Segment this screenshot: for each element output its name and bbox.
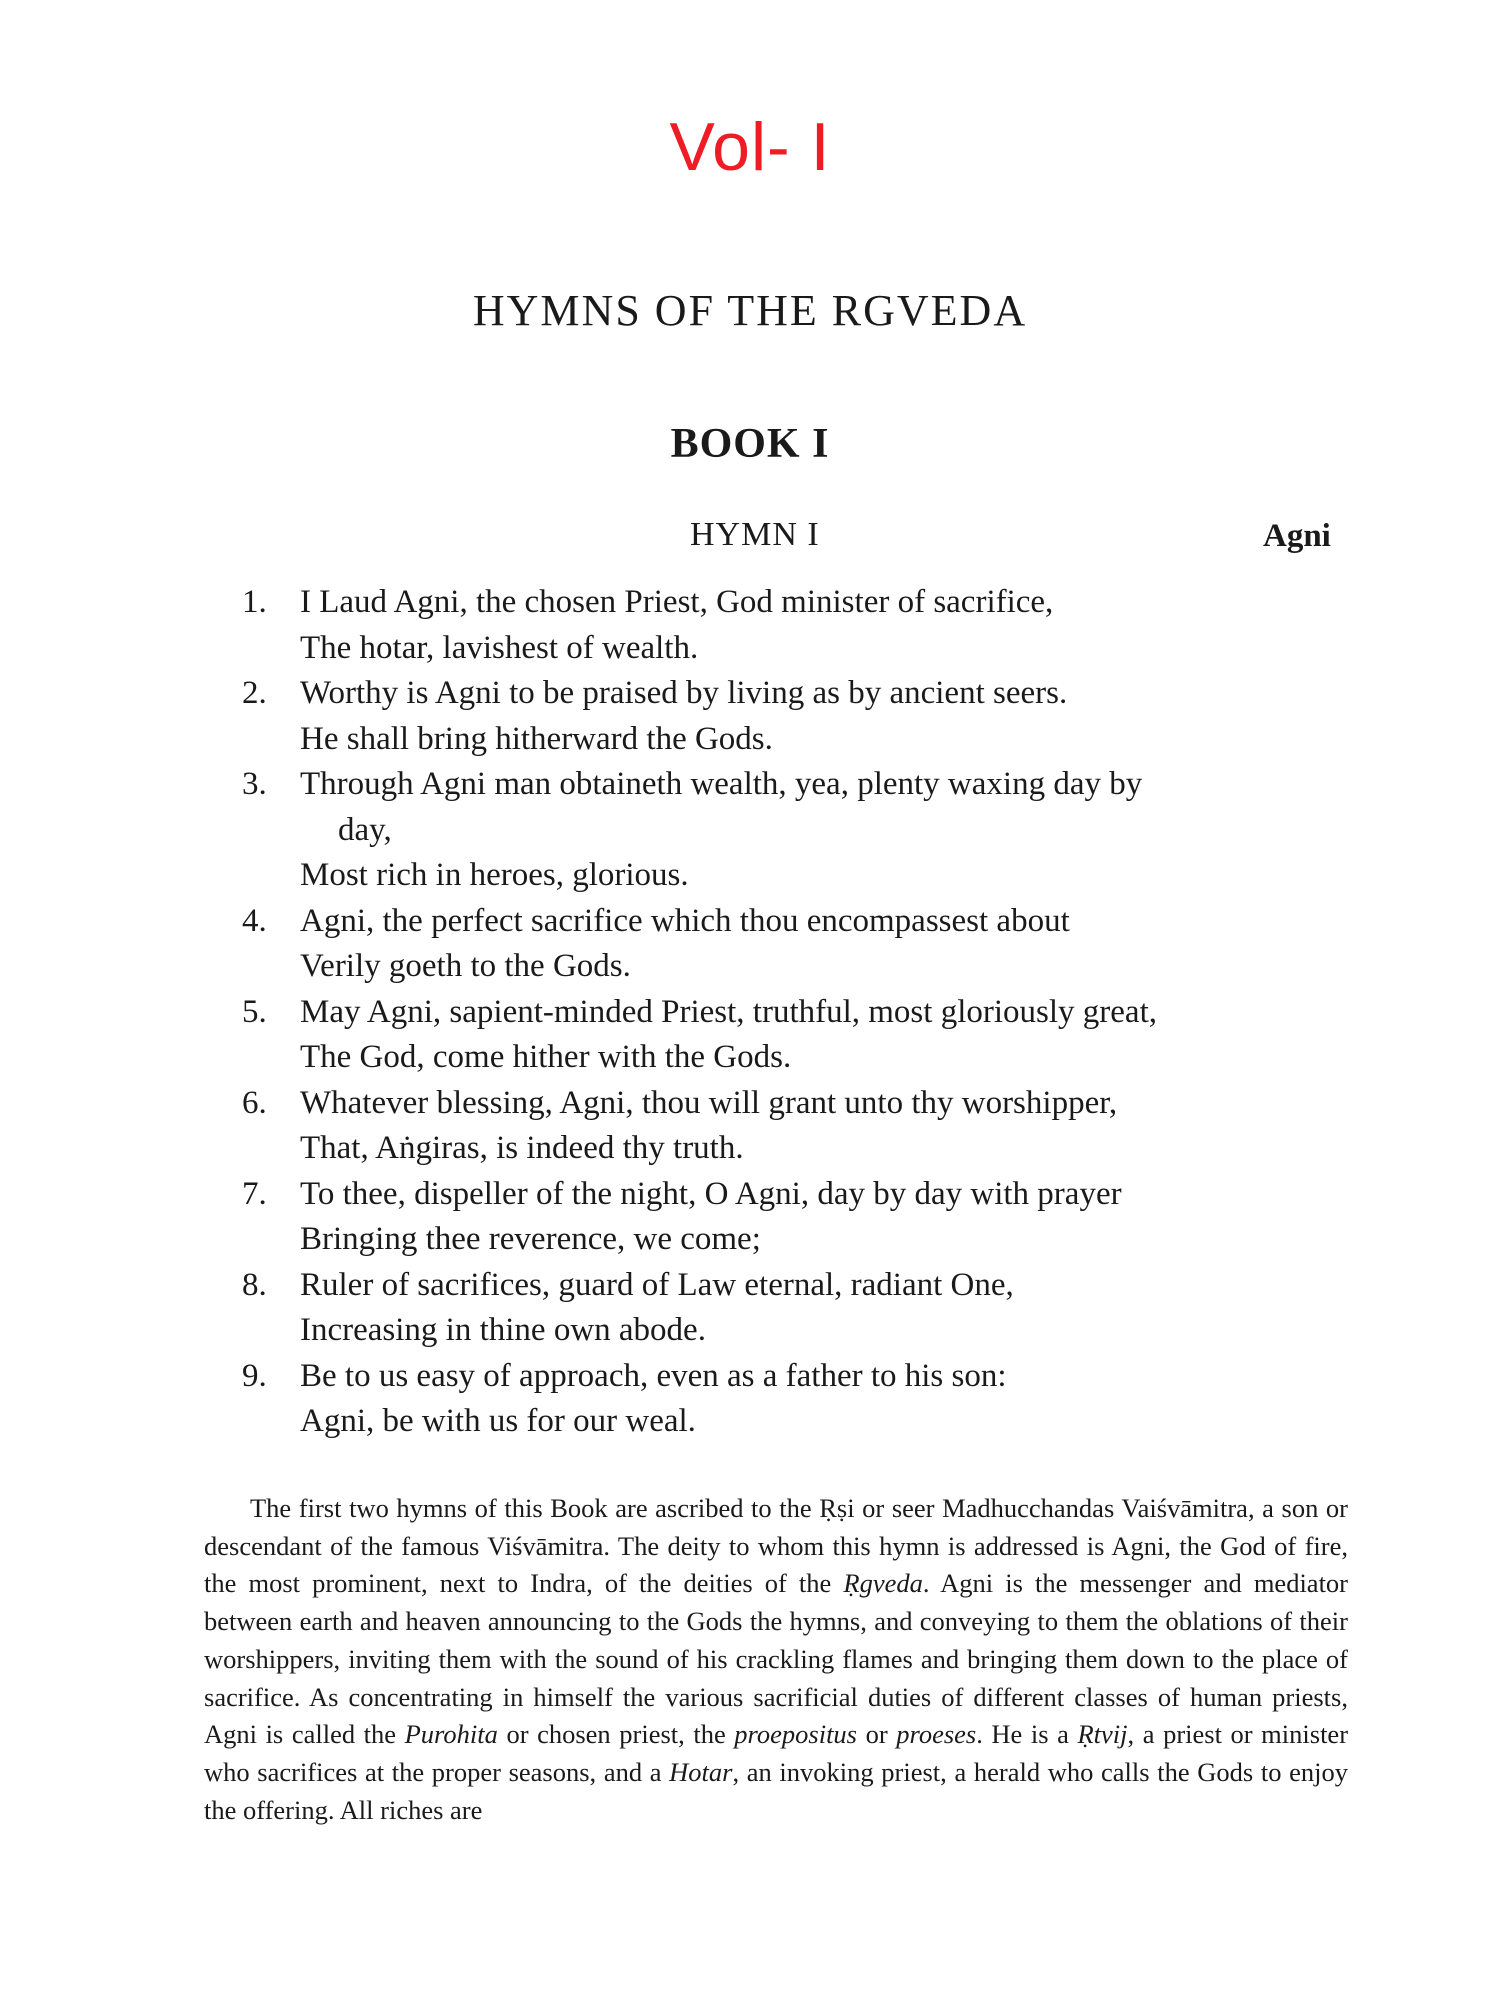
verse-line: Be to us easy of approach, even as a father to his son: bbox=[300, 1357, 1007, 1394]
verse bbox=[242, 1172, 1352, 1263]
verse-line: Most rich in heroes, glorious. bbox=[300, 857, 689, 893]
verse bbox=[242, 1263, 1352, 1354]
verse-number: 4. bbox=[242, 902, 267, 939]
verse-number: 1. bbox=[242, 584, 267, 620]
verse-number: 7. bbox=[242, 1175, 267, 1212]
verse bbox=[242, 899, 1352, 990]
verse-line: day, bbox=[338, 811, 392, 848]
verse-line: Agni, be with us for our weal. bbox=[300, 1403, 696, 1439]
commentary-text: The first two hymns of this Book are ascribed to the Ṛṣi or seer Madhucchandas Vaiśvāmitra, a son or descendant of the famous Viśvāmitra. The deity to whom this hymn is addressed is Agni, the God of fire, the most prominent, next to Indra, of the deities of the bbox=[204, 1493, 1348, 1599]
verse-line: Ruler of sacrifices, guard of Law eternal, radiant One, bbox=[300, 1266, 1014, 1303]
commentary-text: . He is a bbox=[976, 1719, 1078, 1750]
verse bbox=[242, 671, 1352, 762]
book-heading: BOOK I bbox=[670, 421, 830, 467]
verse-line: To thee, dispeller of the night, O Agni, day by day with prayer bbox=[300, 1175, 1122, 1212]
verse-line: Whatever blessing, Agni, thou will grant unto thy worshipper, bbox=[300, 1084, 1118, 1121]
commentary-italic: proeses bbox=[896, 1719, 977, 1750]
verse-list bbox=[242, 580, 1352, 1445]
verse-line: He shall bring hitherward the Gods. bbox=[300, 720, 773, 757]
verse bbox=[242, 580, 1352, 671]
verse bbox=[242, 1354, 1352, 1445]
commentary-italic: Ṛtvij bbox=[1077, 1719, 1128, 1750]
verse-number: 3. bbox=[242, 766, 267, 802]
commentary-italic: Hotar bbox=[669, 1756, 733, 1787]
commentary-text: , an invoking priest, a herald who calls the Gods to enjoy the offering. All riches are bbox=[204, 1756, 1348, 1825]
verse-line: Bringing thee reverence, we come; bbox=[300, 1221, 761, 1257]
commentary-paragraph bbox=[204, 1490, 1348, 1829]
commentary-text: . Agni is the messenger and mediator between earth and heaven announcing to the Gods the hymns, and conveying to them the oblations of their worshippers, inviting them with the sound of his crackling flames and bringing them down to the place of sacrifice. As concentrating in himself the various sacrificial duties of different classes of human priests, Agni is called the bbox=[204, 1568, 1349, 1750]
volume-label: Vol- I bbox=[669, 109, 831, 185]
commentary-italic: proepositus bbox=[734, 1719, 857, 1750]
verse-line: The God, come hither with the Gods. bbox=[300, 1039, 792, 1075]
verse-number: 8. bbox=[242, 1266, 267, 1303]
verse-line: I Laud Agni, the chosen Priest, God minister of sacrifice, bbox=[300, 584, 1054, 620]
verse-line: May Agni, sapient-minded Priest, truthful, most gloriously great, bbox=[300, 993, 1157, 1030]
verse-line: That, Aṅgiras, is indeed thy truth. bbox=[300, 1130, 744, 1166]
commentary-italic: Ṛgveda bbox=[843, 1568, 923, 1599]
verse-number: 5. bbox=[242, 993, 267, 1030]
verse-number: 9. bbox=[242, 1357, 267, 1394]
hymn-deity: Agni bbox=[1263, 518, 1331, 554]
verse-number: 2. bbox=[242, 675, 267, 711]
commentary-text: , a priest or minister who sacrifices at the proper seasons, and a bbox=[204, 1719, 1349, 1787]
verse-line: Agni, the perfect sacrifice which thou encompassest about bbox=[300, 902, 1070, 939]
hymn-heading: HYMN I bbox=[690, 516, 820, 553]
verse bbox=[242, 1081, 1352, 1172]
commentary-text: or chosen priest, the bbox=[497, 1719, 735, 1750]
verse-line: Through Agni man obtaineth wealth, yea, plenty waxing day by bbox=[300, 766, 1143, 802]
commentary-italic: Purohita bbox=[404, 1719, 498, 1750]
verse-line: Verily goeth to the Gods. bbox=[300, 948, 631, 984]
verse-number: 6. bbox=[242, 1084, 267, 1121]
verse-line: Increasing in thine own abode. bbox=[300, 1312, 706, 1348]
commentary-text: or bbox=[857, 1719, 897, 1750]
verse-line: The hotar, lavishest of wealth. bbox=[300, 629, 699, 666]
verse bbox=[242, 990, 1352, 1081]
verse bbox=[242, 762, 1352, 899]
verse-line: Worthy is Agni to be praised by living as by ancient seers. bbox=[300, 675, 1068, 711]
page-title: HYMNS OF THE RGVEDA bbox=[472, 286, 1028, 335]
